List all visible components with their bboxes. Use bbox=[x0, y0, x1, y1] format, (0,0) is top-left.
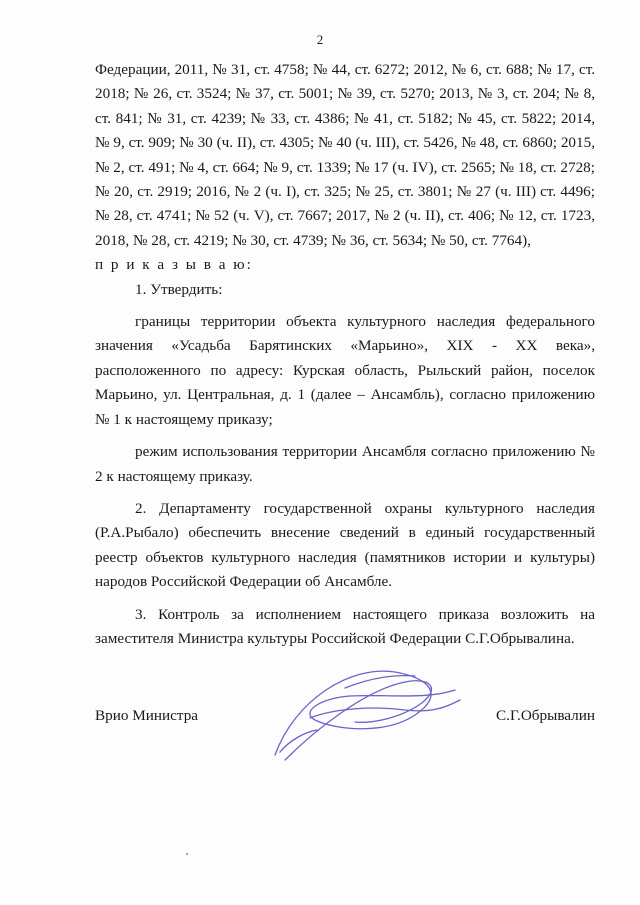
item-1-boundaries: границы территории объекта культурного наследия федерального значения «Усадьба Барятинских «Марьино», XIX - XX века», расположенного по адресу: Курская область, Рыльский район, поселок Марьино, ул. Центральная, д. 1 (далее – Ансамбль), согласно приложению № 1 к настоящему приказу; bbox=[95, 313, 595, 428]
citation-paragraph: Федерации, 2011, № 31, ст. 4758; № 44, ст. 6272; 2012, № 6, ст. 688; № 17, ст. 2018; № 26, ст. 3524; № 37, ст. 5001; № 39, ст. 5270; 2013, № 3, ст. 204; № 8, ст. 841; № 31, ст. 4239; № 33, ст. 4386; № 41, ст. 5182; № 45, ст. 5822; 2014, № 9, ст. 909; № 30 (ч. II), ст. 4305; № 40 (ч. III), ст. 5426, № 48, ст. 6860; 2015, № 2, ст. 491; № 4, ст. 664; № 9, ст. 1339; № 17 (ч. IV), ст. 2565; № 18, ст. 2728; № 20, ст. 2919; 2016, № 2 (ч. I), ст. 325; № 25, ст. 3801; № 27 (ч. III) ст. 4496; № 28, ст. 4741; № 52 (ч. V), ст. 7667; 2017, № 2 (ч. II), ст. 406; № 12, ст. 1723, 2018, № 28, ст. 4219; № 30, ст. 4739; № 36, ст. 5634; № 50, ст. 7764), bbox=[95, 61, 595, 249]
item-1-heading: 1. Утвердить: bbox=[135, 280, 223, 298]
handwritten-signature bbox=[255, 660, 475, 770]
page-number: 2 bbox=[316, 32, 324, 47]
item-1-regime: режим использования территории Ансамбля согласно приложению № 2 к настоящему приказу. bbox=[95, 443, 595, 485]
signatory-title: Врио Министра bbox=[95, 707, 199, 724]
item-2-paragraph: 2. Департаменту государственной охраны культурного наследия (Р.А.Рыбало) обеспечить внесение сведений в единый государственный реестр объектов культурного наследия (памятников истории и культуры) народов Российской Федерации об Ансамбле. bbox=[95, 499, 595, 591]
item-3-paragraph: 3. Контроль за исполнением настоящего приказа возложить на заместителя Министра культуры Российской Федерации С.Г.Обрывалина. bbox=[95, 605, 595, 647]
order-word: п р и к а з ы в а ю: bbox=[95, 256, 253, 274]
signatory-name: С.Г.Обрывалин bbox=[496, 707, 595, 724]
document-body bbox=[95, 58, 595, 651]
scan-speck bbox=[186, 853, 188, 855]
